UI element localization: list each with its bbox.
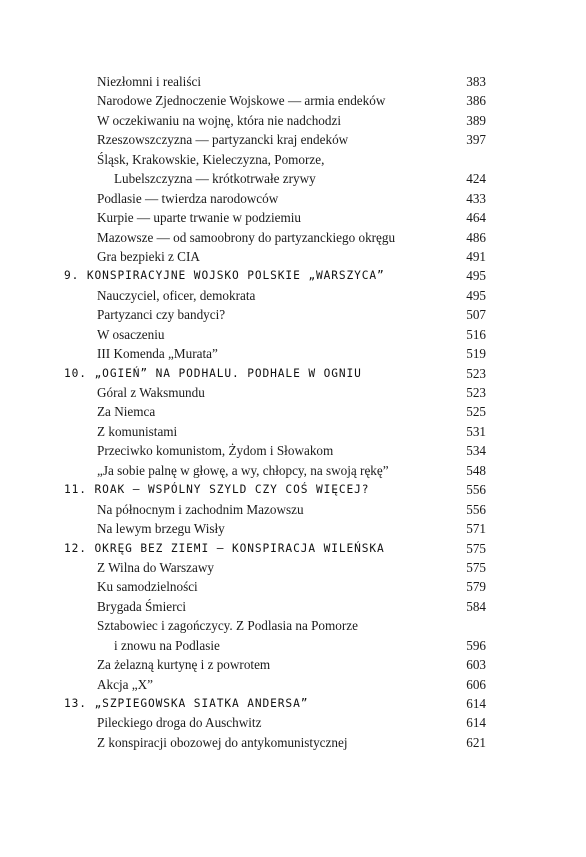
page-number: 606 [466, 676, 486, 692]
entry-title: Pileckiego droga do Auschwitz [97, 715, 262, 731]
toc-entry [0, 422, 586, 441]
toc-entry [0, 111, 586, 130]
chapter-title: 13. „SZPIEGOWSKA SIATKA ANDERSA” [64, 697, 309, 710]
entry-title: Sztabowiec i zagończycy. Z Podlasia na Pomorze [97, 618, 358, 634]
toc-entry [0, 130, 586, 149]
entry-title: Akcja „X” [97, 676, 154, 692]
toc-entry [0, 150, 586, 169]
page-number: 579 [466, 579, 486, 595]
page-number: 424 [466, 171, 486, 187]
table-of-contents [0, 72, 586, 752]
entry-title: Niezłomni i realiści [97, 74, 201, 89]
entry-title: „Ja sobie palnę w głowę, a wy, chłopcy, na swoją rękę” [97, 462, 389, 478]
entry-title: W osaczeniu [97, 326, 165, 342]
page-number: 516 [466, 326, 486, 342]
page-number: 397 [466, 132, 486, 148]
toc-entry [0, 636, 586, 655]
entry-title: Podlasie — twierdza narodowców [97, 190, 279, 206]
toc-entry [0, 402, 586, 421]
toc-entry [0, 228, 586, 247]
entry-title: III Komenda „Murata” [97, 346, 218, 362]
toc-entry [0, 558, 586, 577]
chapter-title: 11. ROAK – WSPÓLNY SZYLD CZY COŚ WIĘCEJ? [64, 483, 370, 497]
entry-title: Za żelazną kurtynę i z powrotem [97, 657, 271, 673]
page-number: 486 [466, 229, 486, 245]
page-number: 531 [466, 423, 486, 439]
entry-title: Na północnym i zachodnim Mazowszu [97, 501, 304, 517]
toc-chapter-entry [0, 539, 586, 558]
page-number: 621 [466, 734, 486, 750]
toc-entry [0, 616, 586, 635]
page-number: 575 [466, 559, 486, 575]
entry-title: Partyzanci czy bandyci? [97, 307, 226, 323]
toc-entry [0, 169, 586, 188]
chapter-title: 10. „OGIEŃ” NA PODHALU. PODHALE W OGNIU [64, 366, 362, 380]
entry-title: Śląsk, Krakowskie, Kieleczyzna, Pomorze, [97, 151, 325, 167]
entry-title: Gra bezpieki z CIA [97, 248, 200, 264]
toc-entry [0, 247, 586, 266]
page-number: 389 [466, 112, 486, 128]
toc-entry [0, 713, 586, 732]
page-number: 584 [466, 598, 486, 614]
toc-entry [0, 675, 586, 694]
page-number: 614 [466, 715, 486, 731]
toc-entry [0, 72, 586, 91]
toc-entry [0, 208, 586, 227]
entry-title: Na lewym brzegu Wisły [97, 521, 225, 537]
toc-entry [0, 655, 586, 674]
entry-title: Z konspiracji obozowej do antykomunistycznej [97, 734, 348, 750]
toc-entry [0, 519, 586, 538]
entry-title: Za Niemca [97, 404, 156, 420]
entry-title: Z komunistami [97, 423, 178, 439]
toc-entry [0, 325, 586, 344]
page-number: 523 [466, 385, 486, 400]
page-number: 603 [466, 657, 486, 673]
page-number: 383 [466, 74, 486, 89]
toc-entry [0, 91, 586, 110]
page-number: 519 [466, 346, 486, 362]
chapter-title: 12. OKRĘG BEZ ZIEMI – KONSPIRACJA WILEŃSKA [64, 541, 385, 555]
page-number: 386 [466, 93, 486, 109]
page-number: 491 [466, 248, 486, 264]
page-number: 548 [466, 462, 486, 478]
page-number: 596 [466, 637, 486, 653]
entry-title: Przeciwko komunistom, Żydom i Słowakom [97, 443, 334, 459]
entry-title: Brygada Śmierci [97, 598, 186, 614]
toc-entry [0, 597, 586, 616]
toc-chapter-entry [0, 364, 586, 383]
toc-entry [0, 441, 586, 460]
entry-title: Narodowe Zjednoczenie Wojskowe — armia endeków [97, 93, 386, 109]
toc-entry [0, 189, 586, 208]
chapter-title: 9. KONSPIRACYJNE WOJSKO POLSKIE „WARSZYCA” [64, 269, 385, 283]
page-number: 464 [466, 210, 486, 226]
toc-chapter-entry [0, 694, 586, 713]
page-number: 575 [466, 540, 486, 556]
toc-entry [0, 733, 586, 752]
page-number: 556 [466, 501, 486, 517]
page-number: 525 [466, 404, 486, 420]
page-number: 534 [466, 443, 486, 459]
toc-entry [0, 286, 586, 305]
entry-title: i znowu na Podlasie [114, 637, 220, 653]
toc-chapter-entry [0, 480, 586, 499]
entry-title: Góral z Waksmundu [97, 385, 205, 400]
toc-entry [0, 577, 586, 596]
page-number: 556 [466, 482, 486, 498]
entry-title: Ku samodzielności [97, 579, 198, 595]
toc-chapter-entry [0, 266, 586, 285]
toc-entry [0, 383, 586, 402]
entry-title: Rzeszowszczyzna — partyzancki kraj endeków [97, 132, 349, 148]
entry-title: Nauczyciel, oficer, demokrata [97, 287, 256, 303]
page-number: 614 [466, 696, 486, 711]
entry-title: W oczekiwaniu na wojnę, która nie nadchodzi [97, 112, 342, 128]
page-number: 571 [466, 521, 486, 537]
entry-title: Z Wilna do Warszawy [97, 559, 214, 575]
toc-entry [0, 344, 586, 363]
toc-entry [0, 305, 586, 324]
entry-title: Kurpie — uparte trwanie w podziemiu [97, 210, 301, 226]
entry-title: Lubelszczyzna — krótkotrwałe zrywy [114, 171, 316, 187]
page-number: 507 [466, 307, 486, 323]
toc-entry [0, 461, 586, 480]
page-number: 433 [466, 190, 486, 206]
page-number: 495 [466, 287, 486, 303]
entry-title: Mazowsze — od samoobrony do partyzanckiego okręgu [97, 229, 396, 245]
toc-entry [0, 500, 586, 519]
page-number: 495 [466, 268, 486, 284]
page-number: 523 [466, 365, 486, 381]
